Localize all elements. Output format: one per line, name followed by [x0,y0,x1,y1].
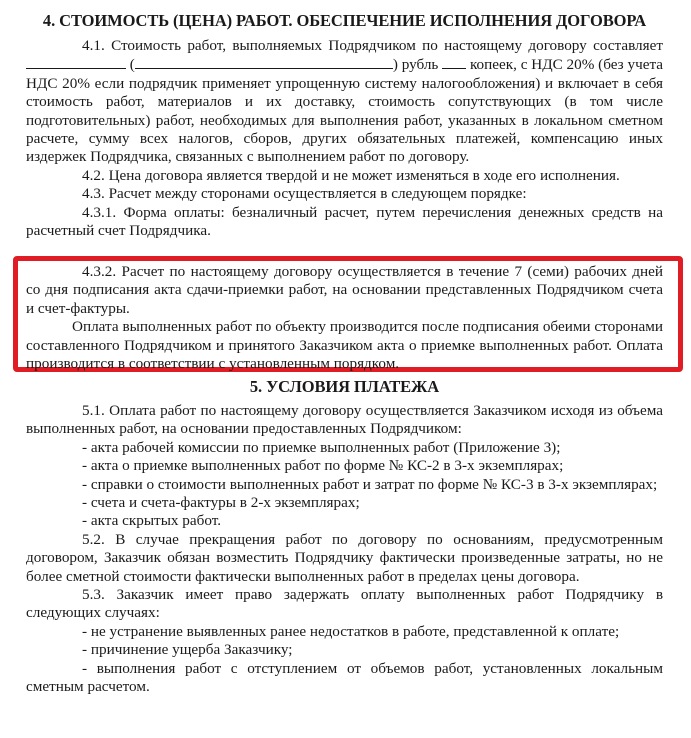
clause-4-1-rest: копеек, с НДС 20% (без учета НДС 20% если подрядчик применяет упрощенную систему налогообложения) и включает в себя стоимость работ, материалов и их доставку, стоимость сопутствующих (в том числе подготовительных) работ, необходимых для выполнения работ, указанных в локальном сметном расчете, сумму всех налогов, сборов, других обязательных платежей, компенсацию иных издержек Подрядчика, связанных с выполнением работ по договору. [26,56,664,166]
paren-close: ) рубль [392,56,443,74]
paren-open: ( [126,56,135,74]
amount-words-blank [135,55,393,69]
list-item: - акта рабочей комиссии по приемке выполненных работ (Приложение 3); [82,438,561,456]
list-item: - причинение ущерба Заказчику; [82,641,293,659]
clause-4-1-text: 4.1. Стоимость работ, выполняемых Подрядчиком по настоящему договору составляет [82,37,663,54]
clause-5-3: 5.3. Заказчик имеет право задержать оплату выполненных работ Подрядчику в следующих случаях: [26,586,663,622]
highlighted-clauses [26,263,663,373]
section-5 [26,372,663,697]
list-item: - счета и счета-фактуры в 2-х экземплярах; [82,494,360,512]
clause-4-3: 4.3. Расчет между сторонами осуществляется в следующем порядке: [82,185,527,203]
list-item: - выполнения работ с отступлением от объемов работ, установленных локальным сметным расчетом. [26,659,663,696]
list-item: - акта о приемке выполненных работ по форме № КС-2 в 3-х экземплярах; [82,457,564,475]
kopecks-blank [442,55,466,69]
list-item: - не устранение выявленных ранее недостатков в работе, представленной к оплате; [82,622,620,640]
clause-5-1: 5.1. Оплата работ по настоящему договору осуществляется Заказчиком исходя из объема выполненных работ, на основании предоставленных Подрядчиком: [26,402,663,438]
clause-4-1 [26,37,663,167]
section-5-title: 5. УСЛОВИЯ ПЛАТЕЖА [249,377,440,396]
clause-5-2: 5.2. В случае прекращения работ по договору по основаниям, предусмотренным договором, Заказчик обязан возместить Подрядчику фактически произведенные затраты, но не более сметной стоимости фактически выполненных работ в пределах цены договора. [26,530,663,585]
payment-note: Оплата выполненных работ по объекту производится после подписания обеими сторонами составленного Подрядчиком и принятого Заказчиком акта о приемке выполненных работ. Оплата производится в соответствии с установленным порядком. [26,318,663,373]
list-item: - акта скрытых работ. [82,512,222,530]
list-item: - справки о стоимости выполненных работ и затрат по форме № КС-3 в 3-х экземплярах; [82,475,658,493]
clause-4-3-1: 4.3.1. Форма оплаты: безналичный расчет, путем перечисления денежных средств на расчетный счет Подрядчика. [26,203,663,240]
section-4-title: 4. СТОИМОСТЬ (ЦЕНА) РАБОТ. ОБЕСПЕЧЕНИЕ ИСПОЛНЕНИЯ ДОГОВОРА [42,11,647,30]
contract-page [26,8,663,240]
clause-4-3-2: 4.3.2. Расчет по настоящему договору осуществляется в течение 7 (семи) рабочих дней со дня подписания акта сдачи-приемки работ, на основании представленных Подрядчиком счета и счет-фактуры. [26,263,663,317]
amount-blank [26,55,126,69]
clause-4-2: 4.2. Цена договора является твердой и не может изменяться в ходе его исполнения. [82,166,620,184]
